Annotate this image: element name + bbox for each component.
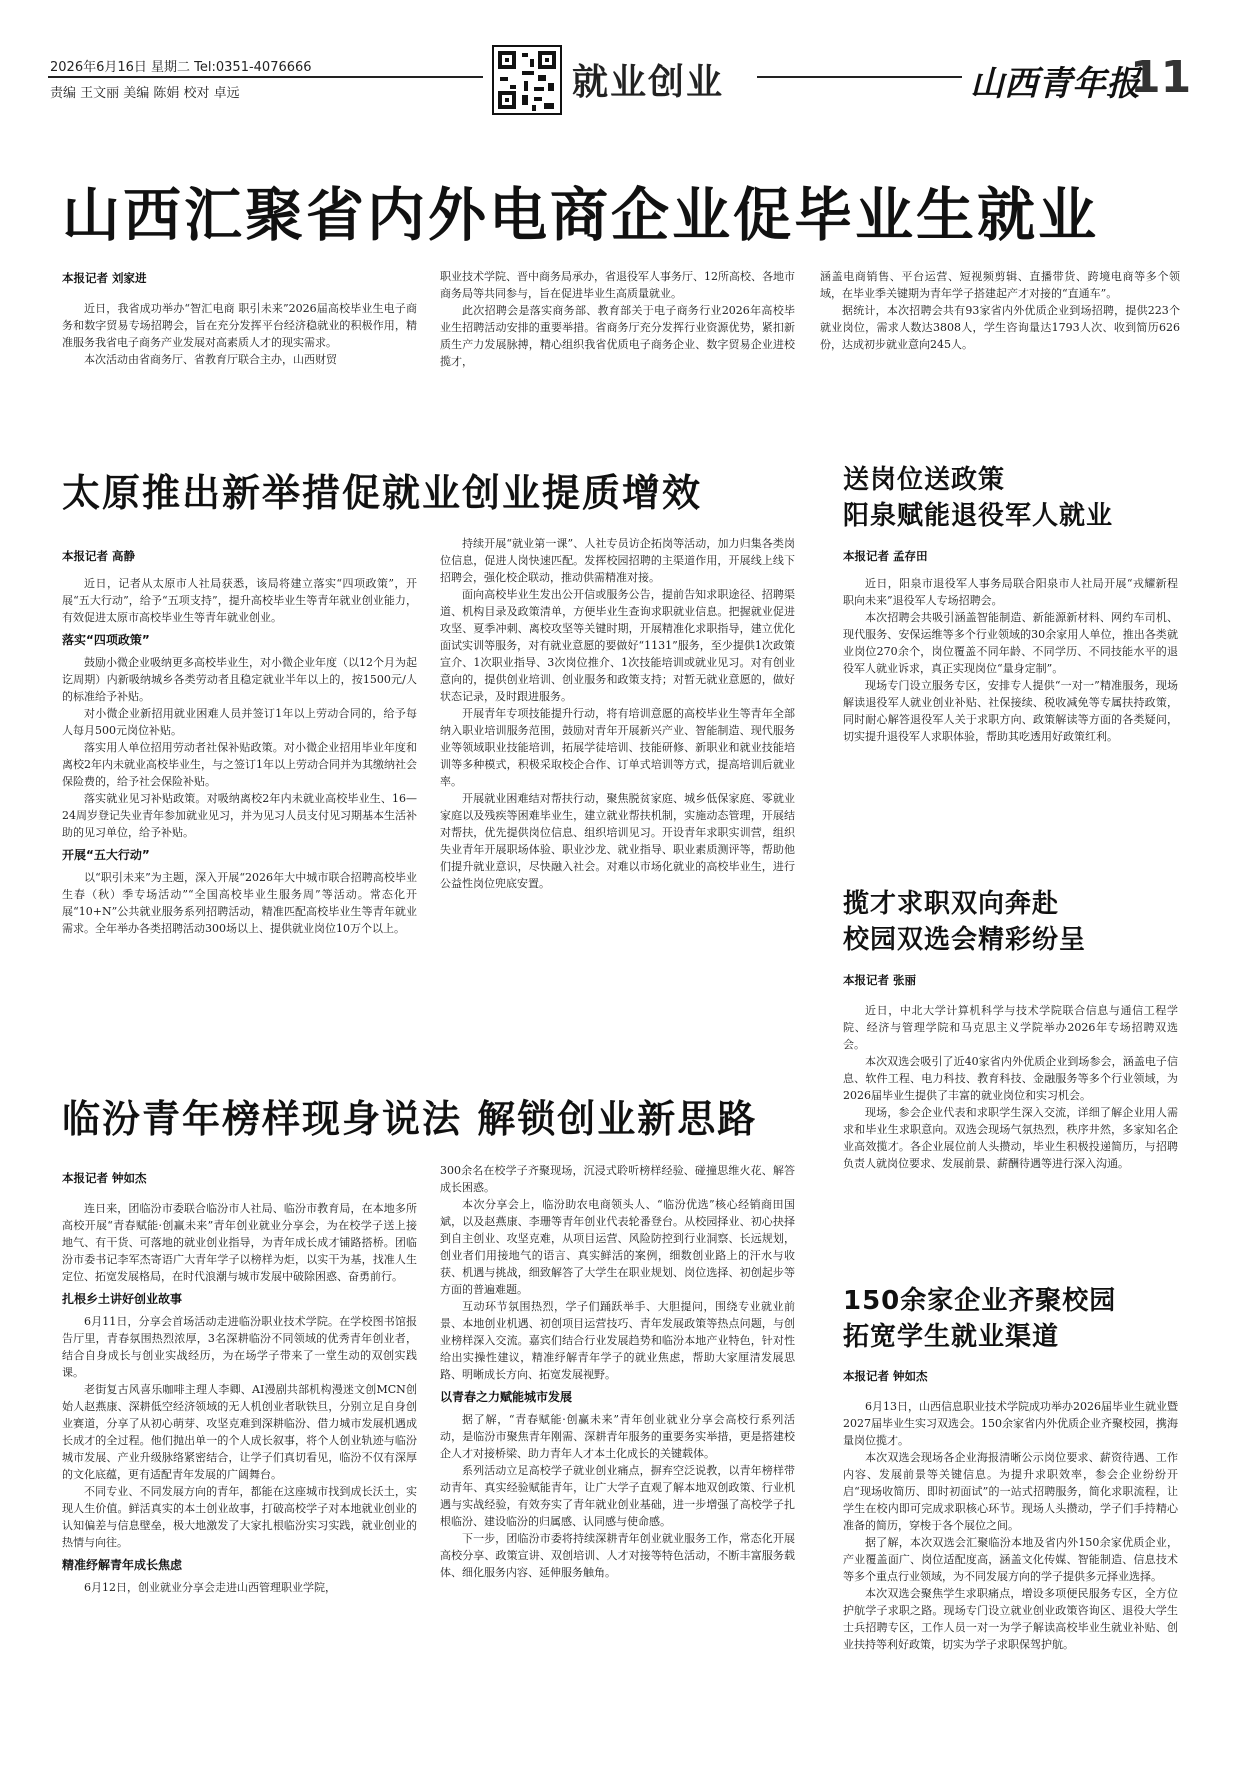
masthead-logo: 山西青年报 [970,64,1140,104]
page-number: 11 [1130,52,1192,103]
zhongbei-body [843,1002,1178,1242]
lead-headline: 山西汇聚省内外电商企业促毕业生就业 [62,181,1100,249]
lead-byline: 本报记者 刘家进 [62,271,147,285]
paragraph: 老街复古风喜乐咖啡主理人李卿、AI漫剧共部机构漫迷文创MCN创始人赵燕康、深耕低空经济领域的无人机创业者耿铁旦，分别立足自身创业赛道，分享了从初心萌芽、攻坚克难到深耕临汾、借力城市发展机遇成长成才的全过程。他们抛出单一的个人成长叙事，将个人创业轨迹与临汾城市发展、产业升级脉络紧密结合，让学子们真切看见，临汾不仅有深厚的文化底蕴，更有适配青年发展的广阔舞台。 [62,1383,417,1481]
paragraph: 本次双选会吸引了近40家省内外优质企业到场参会，涵盖电子信息、软件工程、电力科技、教育科技、金融服务等多个行业领域，为2026届毕业生提供了丰富的就业岗位和实习机会。 [843,1055,1178,1102]
paragraph: 下一步，团临汾市委将持续深耕青年创业就业服务工作，常态化开展高校分享、政策宣讲、双创培训、人才对接等特色活动，不断丰富服务载体、细化服务内容、延伸服务触角。 [440,1532,795,1579]
zhongbei-headline [843,886,1086,958]
headline-line: 校园双选会精彩纷呈 [843,925,1087,955]
paragraph: 本次双选会现场各企业海报清晰公示岗位要求、薪资待遇、工作内容、发展前景等关键信息。为提升求职效率，参会企业纷纷开启“现场收简历、即时初面试”的一站式招聘服务，简化求职流程，让学生在校内即可完成求职核心环节。现场人头攒动，学子们手持精心准备的简历，穿梭于各个展位之间。 [843,1451,1178,1532]
subheading: 开展“五大行动” [62,848,150,862]
linfen-headline: 临汾青年榜样现身说法 解锁创业新思路 [62,1097,758,1141]
paragraph: 连日来，团临汾市委联合临汾市人社局、临汾市教育局，在本地多所高校开展“青春赋能·创赢未来”青年创业就业分享会，为在校学子送上接地气、有干货、可落地的就业创业指导，为青年成长成才铺路搭桥。团临汾市委书记李军杰寄语广大青年学子以榜样为炬，以实干为基，找准人生定位、拓宽发展格局，在时代浪潮与城市发展中破除困惑、奋勇前行。 [62,1202,417,1283]
subheading: 以青春之力赋能城市发展 [440,1390,573,1404]
paragraph: 本次分享会上，临汾助农电商领头人、“临汾优选”核心经销商田国斌，以及赵燕康、李珊等青年创业代表轮番登台。从校园择业、初心抉择到自主创业、攻坚克难，从项目运营、风险防控到行业洞察、长远规划，创业者们用接地气的语言、真实鲜活的案例，细数创业路上的汗水与收获、机遇与挑战，细致解答了大学生在职业规划、岗位选择、初创起步等方面的普遍难题。 [440,1198,795,1296]
header-rule-right [757,76,962,78]
lead-column-1 [62,300,417,395]
taiyuan-byline: 本报记者 高静 [62,549,136,563]
yangquan-byline: 本报记者 孟存田 [843,549,928,563]
paragraph: 涵盖电商销售、平台运营、短视频剪辑、直播带货、跨境电商等多个领域，在毕业季关键期为青年学子搭建起产才对接的“直通车”。 [820,270,1180,300]
header-rule-left [48,76,483,78]
paragraph: 据了解，“青春赋能·创赢未来”青年创业就业分享会高校行系列活动，是临汾市聚焦青年刚需、深耕青年服务的重要务实举措，更是搭建校企人才对接桥梁、助力青年人才本土化成长的关键载体。 [440,1413,795,1460]
paragraph: 落实就业见习补贴政策。对吸纳离校2年内未就业高校毕业生、16—24周岁登记失业青年参加就业见习，并为见习人员支付见习期基本生活补助的见习单位，给予补贴。 [62,792,417,839]
headline-line: 拓宽学生就业渠道 [843,1322,1060,1352]
paragraph: 以“职引未来”为主题，深入开展“2026年大中城市联合招聘高校毕业生春（秋）季专场活动”“全国高校毕业生服务周”等活动。常态化开展“10+N”公共就业服务系列招聘活动，精准匹配高校毕业生等青年就业需求。全年举办各类招聘活动300场以上、提供就业岗位10万个以上。 [62,871,417,935]
paragraph: 近日，我省成功举办“智汇电商 职引未来”2026届高校毕业生电子商务和数字贸易专场招聘会，旨在充分发挥平台经济稳就业的积极作用，精准服务我省电子商务产业发展对高素质人才的现实需求。 [62,302,417,349]
paragraph: 系列活动立足高校学子就业创业痛点，摒弃空泛说教，以青年榜样带动青年、真实经验赋能青年，让广大学子直观了解本地双创政策、行业机遇与实战经验，有效夯实了青年就业创业基础，进一步增强了高校学子扎根临汾、建设临汾的归属感、认同感与使命感。 [440,1464,795,1528]
lead-column-2 [440,268,795,398]
paragraph: 6月11日，分享会首场活动走进临汾职业技术学院。在学校图书馆报告厅里，青春氛围热烈浓厚，3名深耕临汾不同领域的优秀青年创业者，结合自身成长与创业实战经历，为在场学子带来了一堂生动的双创实践课。 [62,1315,417,1379]
paragraph: 现场，参会企业代表和求职学生深入交流，详细了解企业用人需求和毕业生求职意向。双选会现场气氛热烈，秩序井然，多家知名企业高效揽才。各企业展位前人头攒动，毕业生积极投递简历，与招聘负责人就岗位要求、发展前景、薪酬待遇等进行深入沟通。 [843,1106,1178,1170]
zhongbei-byline: 本报记者 张丽 [843,973,917,987]
paragraph: 现场专门设立服务专区，安排专人提供“一对一”精准服务，现场解读退役军人就业创业补贴、社保接续、税收减免等专属扶持政策，同时耐心解答退役军人关于求职方向、政策解读等方面的各类疑问，切实提升退役军人求职体验，帮助其吃透用好政策红利。 [843,679,1178,743]
subheading: 落实“四项政策” [62,633,150,647]
headline-line: 送岗位送政策 [843,465,1006,495]
yangquan-headline [843,462,1113,534]
editors-line: 责编 王文丽 美编 陈娟 校对 卓远 [50,86,240,101]
xinxi-headline [843,1283,1116,1355]
paragraph: 6月12日，创业就业分享会走进山西管理职业学院， [84,1581,336,1594]
paragraph: 300余名在校学子齐聚现场，沉浸式聆听榜样经验、碰撞思维火花、解答成长困惑。 [440,1164,795,1194]
headline-line: 阳泉赋能退役军人就业 [843,501,1114,531]
linfen-column-1 [62,1200,417,1730]
paragraph: 对小微企业新招用就业困难人员并签订1年以上劳动合同的，给予每人每月500元岗位补贴。 [62,707,417,737]
paragraph: 据统计，本次招聘会共有93家省内外优质企业到场招聘，提供223个就业岗位，需求人数达3808人，学生咨询量达1793人次、收到简历626份，达成初步就业意向245人。 [820,304,1180,351]
yangquan-body [843,575,1178,850]
paragraph: 互动环节氛围热烈，学子们踊跃举手、大胆提问，围绕专业就业前景、本地创业机遇、初创项目运营技巧、青年发展政策等热点问题，与创业榜样深入交流。嘉宾们结合行业发展趋势和临汾本地产业特色，针对性给出实操性建议，精准纾解青年学子的就业焦虑，帮助大家厘清发展思路、明晰成长方向、拓宽发展视野。 [440,1300,795,1381]
headline-line: 揽才求职双向奔赴 [843,889,1060,919]
paragraph: 此次招聘会是落实商务部、教育部关于电子商务行业2026年高校毕业生招聘活动安排的重要举措。省商务厅充分发挥行业资源优势，紧扣新质生产力发展脉搏，精心组织我省优质电子商务企业、数字贸易企业进校揽才， [440,304,795,368]
paragraph: 开展就业困难结对帮扶行动，聚焦脱贫家庭、城乡低保家庭、零就业家庭以及残疾等困难毕业生，建立就业帮扶机制，实施动态管理，开展结对帮扶，优先提供岗位信息、组织培训见习。开设青年求职实训营，组织失业青年开展职场体验、职业沙龙、就业指导、职业素质测评等，帮助他们提升就业意识，尽快融入社会。对难以市场化就业的高校毕业生，进行公益性岗位兜底安置。 [440,792,795,890]
xinxi-byline: 本报记者 钟如杰 [843,1369,928,1383]
paragraph: 本次招聘会共吸引涵盖智能制造、新能源新材料、网约车司机、现代服务、安保运维等多个行业领域的30余家用人单位，推出各类就业岗位270余个，岗位覆盖不同年龄、不同学历、不同技能水平的退役军人就业诉求，真正实现岗位“量身定制”。 [843,611,1178,675]
headline-line: 150余家企业齐聚校园 [843,1286,1117,1316]
section-title: 就业创业 [572,62,725,103]
paragraph: 鼓励小微企业吸纳更多高校毕业生，对小微企业年度（以12个月为起讫周期）内新吸纳城乡各类劳动者且稳定就业半年以上的，按1500元/人的标准给予补贴。 [62,656,417,703]
paragraph: 面向高校毕业生发出公开信或服务公告，提前告知求职途径、招聘渠道、机构目录及政策清单，方便毕业生查询求职就业信息。把握就业促进攻坚、夏季冲刺、离校攻坚等关键时期，开展精准化求职指导，建立优化面试实训等服务，对有就业意愿的要做好“1131”服务，至少提供1次政策宣介、1次职业指导、3次岗位推介、1次技能培训或就业见习。对有创业意向的，提供创业培训、创业服务和政策支持；对暂无就业意愿的，做好状态记录，及时跟进服务。 [440,588,795,703]
qr-code-icon[interactable] [492,45,562,115]
paragraph: 6月13日，山西信息职业技术学院成功举办2026届毕业生就业暨2027届毕业生实习双选会。150余家省内外优质企业齐聚校园，携海量岗位揽才。 [843,1400,1178,1447]
paragraph: 近日，中北大学计算机科学与技术学院联合信息与通信工程学院、经济与管理学院和马克思主义学院举办2026年专场招聘双选会。 [843,1004,1178,1051]
paragraph: 本次双选会聚焦学生求职痛点，增设多项便民服务专区，全方位护航学子求职之路。现场专门设立就业创业政策咨询区、退役大学生士兵招聘专区，工作人员一对一为学子解读高校毕业生就业补贴、创业扶持等利好政策，切实为学子求职保驾护航。 [843,1587,1178,1651]
xinxi-body [843,1398,1178,1738]
subheading: 扎根乡土讲好创业故事 [62,1292,183,1306]
linfen-byline: 本报记者 钟如杰 [62,1171,147,1185]
date-line: 2026年6月16日 星期二 Tel:0351-4076666 [50,60,312,75]
paragraph: 据了解，本次双选会汇聚临汾本地及省内外150余家优质企业，产业覆盖面广、岗位适配度高，涵盖文化传媒、智能制造、信息技术等多个重点行业领域，为不同发展方向的学子提供多元择业选择。 [843,1536,1178,1583]
paragraph: 职业技术学院、晋中商务局承办，省退役军人事务厅、12所高校、各地市商务局等共同参与，旨在促进毕业生高质量就业。 [440,270,795,300]
paragraph: 近日，阳泉市退役军人事务局联合阳泉市人社局开展“戎耀新程 职向未来”退役军人专场招聘会。 [843,577,1178,607]
linfen-column-2 [440,1162,795,1730]
taiyuan-column-1 [62,575,417,1025]
paragraph: 开展青年专项技能提升行动，将有培训意愿的高校毕业生等青年全部纳入职业培训服务范围，鼓励对青年开展新兴产业、智能制造、现代服务业等领域职业技能培训，拓展学徒培训、技能研修、新职业和就业技能培训等多种模式，积极采取校企合作、订单式培训等方式，提高培训后就业率。 [440,707,795,788]
taiyuan-column-2 [440,535,795,1040]
paragraph: 落实用人单位招用劳动者社保补贴政策。对小微企业招用毕业年度和离校2年内未就业高校毕业生，与之签订1年以上劳动合同并为其缴纳社会保险费的，给予社会保险补贴。 [62,741,417,788]
paragraph: 持续开展“就业第一课”、人社专员访企拓岗等活动，加力归集各类岗位信息，促进人岗快速匹配。发挥校园招聘的主渠道作用，开展线上线下招聘会，强化校企联动，推动供需精准对接。 [440,537,795,584]
paragraph: 本次活动由省商务厅、省教育厅联合主办，山西财贸 [84,353,337,366]
paragraph: 近日，记者从太原市人社局获悉，该局将建立落实“四项政策”，开展“五大行动”，给予“五项支持”，提升高校毕业生等青年就业创业能力，有效促进太原市高校毕业生等青年就业创业。 [62,577,417,624]
lead-column-3 [820,268,1180,398]
subheading: 精准纾解青年成长焦虑 [62,1558,183,1572]
taiyuan-headline: 太原推出新举措促就业创业提质增效 [62,471,703,515]
paragraph: 不同专业、不同发展方向的青年，都能在这座城市找到成长沃土，实现人生价值。鲜活真实的本土创业故事，打破高校学子对本地就业创业的认知偏差与信息壁垒，极大地激发了大家扎根临汾实习实践，就业创业的热情与向往。 [62,1485,417,1549]
